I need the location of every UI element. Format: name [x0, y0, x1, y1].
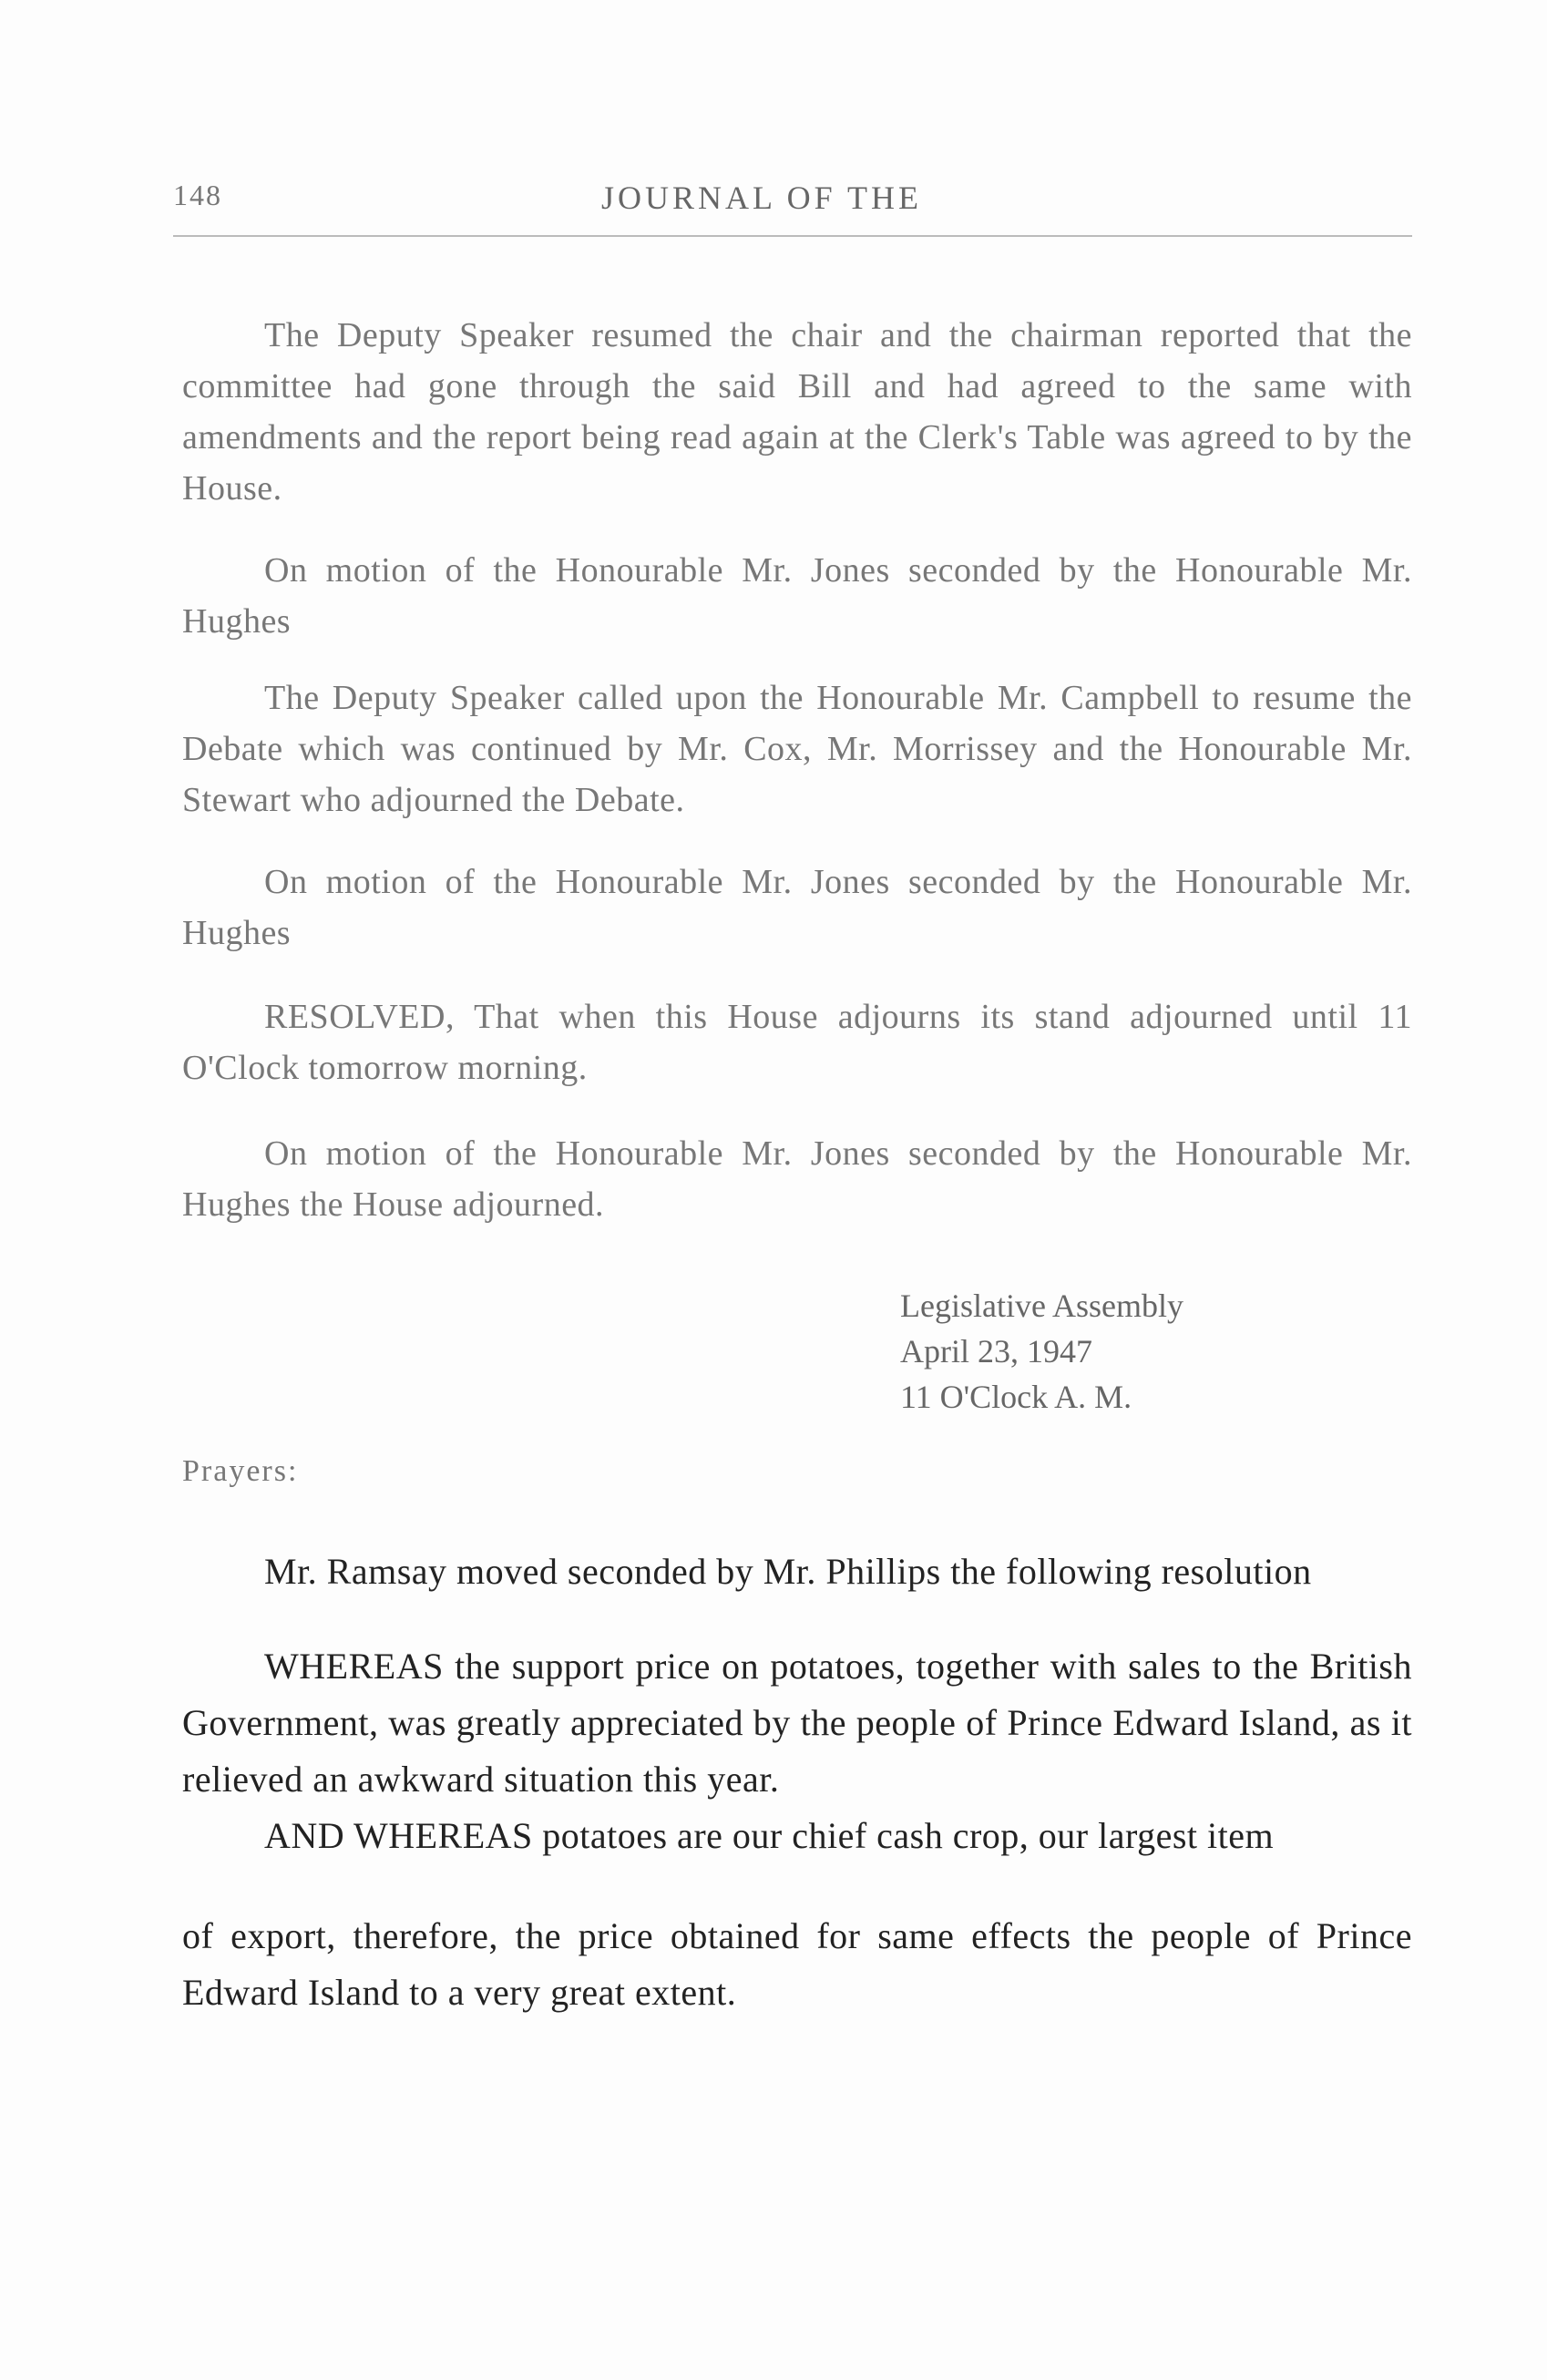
resolution-whereas-1	[182, 1638, 1412, 1808]
dateline-time: 11 O'Clock A. M.	[900, 1379, 1132, 1415]
paragraph-resolved	[182, 991, 1412, 1093]
dateline-date: April 23, 1947	[900, 1333, 1092, 1370]
paragraph-adjourned	[182, 1128, 1412, 1230]
resolution-intro	[182, 1544, 1412, 1600]
paragraph-motion-2	[182, 857, 1412, 959]
page-header	[173, 179, 1412, 233]
header-rule	[173, 235, 1412, 237]
paragraph-text: On motion of the Honourable Mr. Jones seconded by the Honourable Mr. Hughes	[182, 863, 1412, 952]
paragraph-committee-report	[182, 310, 1412, 514]
paragraph-text: of export, therefore, the price obtained for same effects the people of Prince Edward Island to a very great extent.	[182, 1915, 1412, 2013]
prayers-label: Prayers:	[182, 1454, 299, 1488]
paragraph-text: On motion of the Honourable Mr. Jones seconded by the Honourable Mr. Hughes the House adjourned.	[182, 1134, 1412, 1224]
paragraph-text: Mr. Ramsay moved seconded by Mr. Phillips the following resolution	[264, 1551, 1312, 1592]
resolution-continuation	[182, 1908, 1412, 2021]
paragraph-text: The Deputy Speaker resumed the chair and the chairman reported that the committee had gone through the said Bill and had agreed to the same with amendments and the report being read again at the Clerk's Table was agreed to by the House.	[182, 316, 1412, 508]
paragraph-text: AND WHEREAS potatoes are our chief cash crop, our largest item	[264, 1815, 1275, 1856]
paragraph-text: On motion of the Honourable Mr. Jones seconded by the Honourable Mr. Hughes	[182, 551, 1412, 641]
sitting-dateline	[900, 1283, 1283, 1420]
running-head-title: JOURNAL OF THE	[601, 180, 923, 216]
dateline-assembly: Legislative Assembly	[900, 1287, 1183, 1324]
page-number: 148	[173, 179, 222, 211]
resolution-whereas-2	[182, 1808, 1412, 1864]
paragraph-text: RESOLVED, That when this House adjourns its stand adjourned until 11 O'Clock tomorrow morning.	[182, 998, 1412, 1087]
paragraph-text: The Deputy Speaker called upon the Honourable Mr. Campbell to resume the Debate which was continued by Mr. Cox, Mr. Morrissey and the Honourable Mr. Stewart who adjourned the Debate.	[182, 679, 1412, 819]
paragraph-motion-1	[182, 545, 1412, 647]
paragraph-debate	[182, 672, 1412, 826]
paragraph-text: WHEREAS the support price on potatoes, together with sales to the British Government, was greatly appreciated by the people of Prince Edward Island, as it relieved an awkward situation this year.	[182, 1646, 1412, 1800]
